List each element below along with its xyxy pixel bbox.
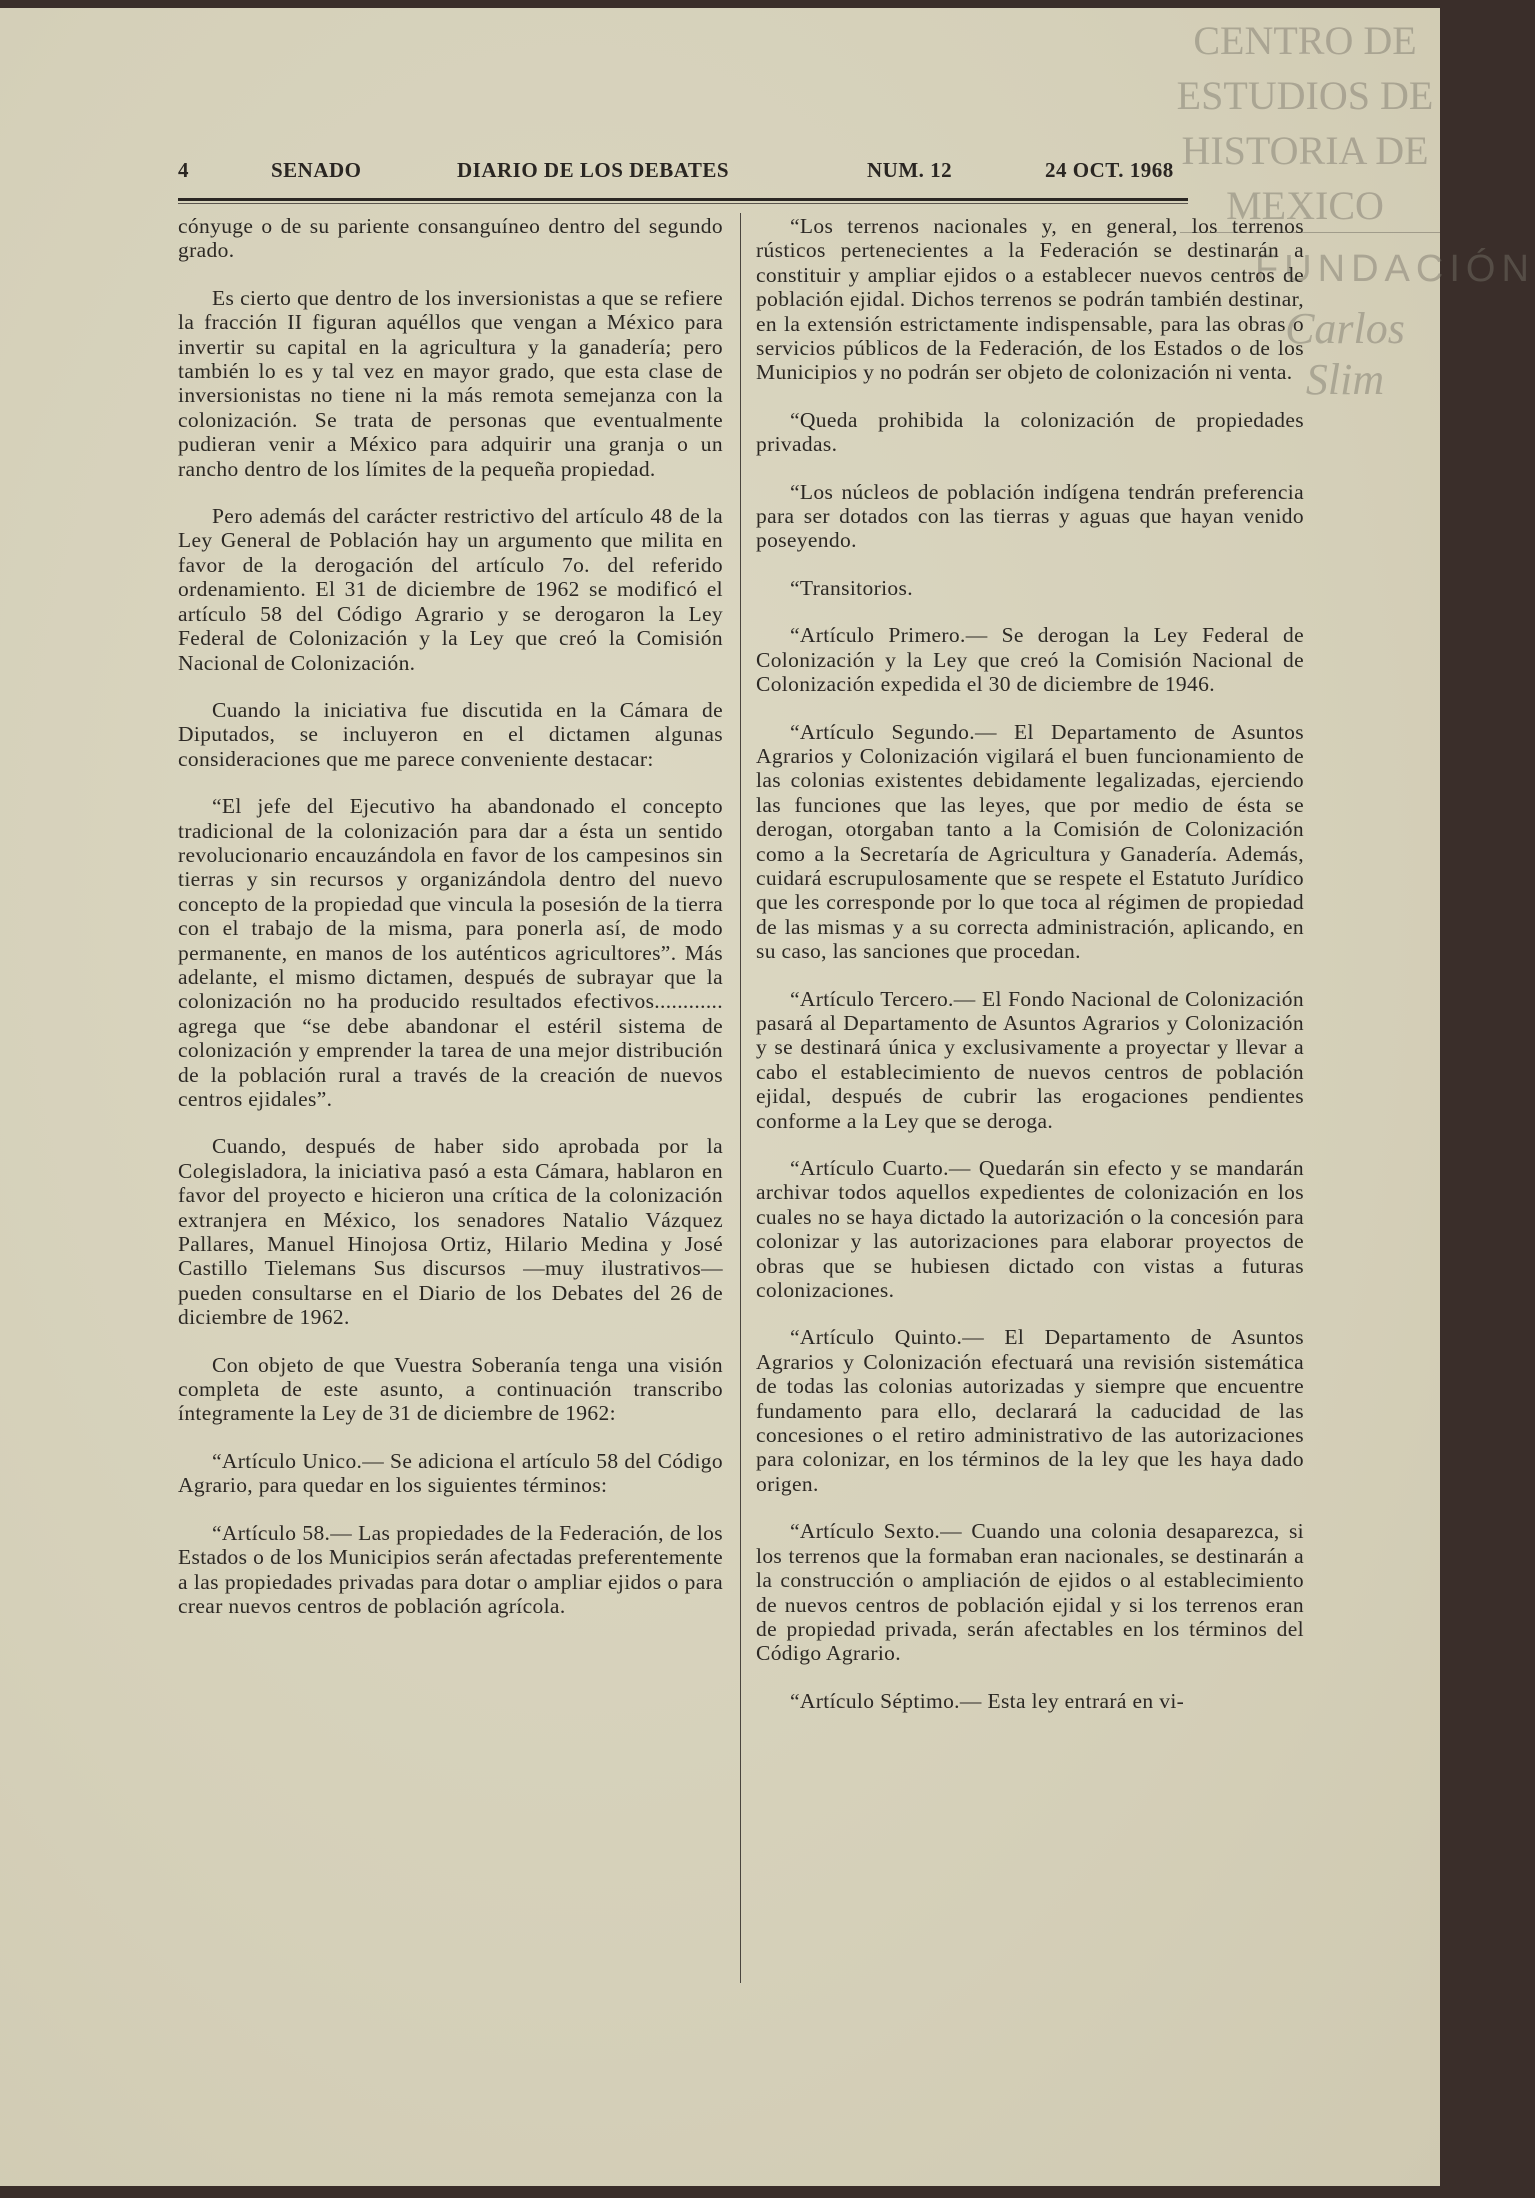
paragraph: “Los terrenos nacionales y, en general, los terrenos rústicos pertenecientes a la Federación se destinarán a constituir y ampliar ejidos o a establecer nuevos centros de población ejidal. Dichos terrenos se podrán también destinar, en la extensión estrictamente indispensable, para las obras o servicios públicos de la Federación, de los Estados o de los Municipios y no podrán ser objeto de colonización ni venta. xyxy=(756,214,1304,385)
paragraph: Cuando, después de haber sido aprobada por la Colegisladora, la iniciativa pasó a esta Cámara, hablaron en favor del proyecto e hicieron una crítica de la colonización extranjera en México, los senadores Natalio Vázquez Pallares, Manuel Hinojosa Ortiz, Hilario Medina y José Castillo Tielemans Sus discursos —muy ilustrativos— pueden consultarse en el Diario de los Debates del 26 de diciembre de 1962. xyxy=(178,1134,723,1330)
article-paragraph: “Artículo 58.— Las propiedades de la Federación, de los Estados o de los Municipios serán afectadas preferentemente a las propiedades privadas para dotar o ampliar ejidos o para crear nuevos centros de población agrícola. xyxy=(178,1520,723,1618)
paragraph: “Queda prohibida la colonización de propiedades privadas. xyxy=(756,407,1304,457)
watermark-foundation: FUNDACIÓN xyxy=(1255,248,1535,290)
article-paragraph: “Artículo Unico.— Se adiciona el artículo 58 del Código Agrario, para quedar en los siguientes términos: xyxy=(178,1448,723,1498)
page-number: 4 xyxy=(178,158,189,182)
paragraph: Cuando la iniciativa fue discutida en la Cámara de Diputados, se incluyeron en el dictamen algunas consideraciones que me parece conveniente destacar: xyxy=(178,697,723,771)
article-paragraph: “Artículo Tercero.— El Fondo Nacional de Colonización pasará al Departamento de Asuntos Agrarios y Colonización y se destinará única y exclusivamente a proyectar y llevar a cabo el establecimiento de nuevos centros de población ejidal, después de cubrir las erogaciones pendientes conforme a la Ley que se deroga. xyxy=(756,986,1304,1133)
paragraph: cónyuge o de su pariente consanguíneo dentro del segundo grado. xyxy=(178,214,723,263)
article-paragraph: “Artículo Séptimo.— Esta ley entrará en vi- xyxy=(790,1688,1185,1713)
paragraph: Es cierto que dentro de los inversionistas a que se refiere la fracción II figuran aquéllos que vengan a México para invertir su capital en la agricultura y la ganadería; pero también lo es y tal vez en mayor grado, que esta clase de inversionistas no tiene ni la más remota semejanza con la colonización. Se trata de personas que eventualmente pudieran venir a México para adquirir una granja o un rancho dentro de los límites de la pequeña propiedad. xyxy=(178,285,723,481)
right-column xyxy=(756,214,1304,1736)
paragraph: Con objeto de que Vuestra Soberanía tenga una visión completa de este asunto, a continuación transcribo íntegramente la Ley de 31 de diciembre de 1962: xyxy=(178,1352,723,1426)
header-rule xyxy=(178,198,1188,201)
article-paragraph: “Artículo Sexto.— Cuando una colonia desaparezca, si los terrenos que la formaban eran nacionales, se destinarán a la construcción o ampliación de ejidos o al establecimiento de nuevos centros de población ejidal y si los terrenos eran de propiedad privada, serán afectables en los términos del Código Agrario. xyxy=(756,1519,1304,1666)
column-divider xyxy=(740,213,741,1983)
running-header xyxy=(178,158,1188,190)
chamber-name: SENADO xyxy=(271,158,362,182)
section-heading: “Transitorios. xyxy=(790,575,913,600)
paragraph: Pero además del carácter restrictivo del artículo 48 de la Ley General de Población hay un argumento que milita en favor de la derogación del artículo 7o. del referido ordenamiento. El 31 de diciembre de 1962 se modificó el artículo 58 del Código Agrario y se derogaron la Ley Federal de Colonización y la Ley que creó la Comisión Nacional de Colonización. xyxy=(178,504,723,675)
quoted-paragraph: “El jefe del Ejecutivo ha abandonado el concepto tradicional de la colonización para dar a ésta un sentido revolucionario encauzándola en favor de los campesinos sin tierras y sin recursos y organizándola dentro del nuevo concepto de la propiedad que vincula la posesión de la tierra con el trabajo de la misma, para ponerla así, de modo permanente, en manos de los auténticos agricultores”. Más adelante, el mismo dictamen, después de subrayar que la colonización no ha producido resultados efectivos............ agrega que “se debe abandonar el estéril sistema de colonización y emprender la tarea de una mejor distribución de la población rural a través de la creación de nuevos centros ejidales”. xyxy=(178,794,723,1111)
document-page xyxy=(0,8,1535,2186)
watermark-signature: Carlos Slim xyxy=(1285,304,1405,404)
article-paragraph: “Artículo Quinto.— El Departamento de Asuntos Agrarios y Colonización efectuará una revisión sistemática de todas las colonias autorizadas y siempre que encuentre fundamento para ello, declarará la caducidad de las concesiones o el retiro administrativo de las autorizaciones para colonizar, en los términos de la ley que les haya dado origen. xyxy=(756,1325,1304,1496)
watermark-institution: CENTRO DE ESTUDIOS DE HISTORIA DE MEXICO xyxy=(1176,18,1434,228)
header-rule-thin xyxy=(178,203,1188,204)
article-paragraph: “Artículo Segundo.— El Departamento de Asuntos Agrarios y Colonización vigilará el buen funcionamiento de las colonias existentes debidamente legalizadas, ejerciendo las funciones que las leyes, que por medio de ésta se derogan, otorgaban tanto a la Comisión de Colonización como a la Secretaría de Agricultura y Ganadería. Además, cuidará escrupulosamente que se respete el Estatuto Jurídico que les corresponde por lo que toca al régimen de propiedad de las mismas y a su correcta administración, aplicando, en su caso, las sanciones que procedan. xyxy=(756,719,1304,964)
issue-date: 24 OCT. 1968 xyxy=(1045,158,1174,182)
left-column xyxy=(178,214,723,1641)
publication-title: DIARIO DE LOS DEBATES xyxy=(457,158,730,182)
article-paragraph: “Artículo Cuarto.— Quedarán sin efecto y se mandarán archivar todos aquellos expedientes de colonización en los cuales no se haya dictado la autorización o la concesión para colonizar y las autorizaciones para elaborar proyectos de obras que se hubiesen dictado con vistas a futuras colonizaciones. xyxy=(756,1156,1304,1303)
article-paragraph: “Artículo Primero.— Se derogan la Ley Federal de Colonización y la Ley que creó la Comisión Nacional de Colonización expedida el 30 de diciembre de 1946. xyxy=(756,623,1304,697)
issue-number: NUM. 12 xyxy=(867,158,953,182)
paragraph: “Los núcleos de población indígena tendrán preferencia para ser dotados con las tierras y aguas que hayan venido poseyendo. xyxy=(756,479,1304,553)
